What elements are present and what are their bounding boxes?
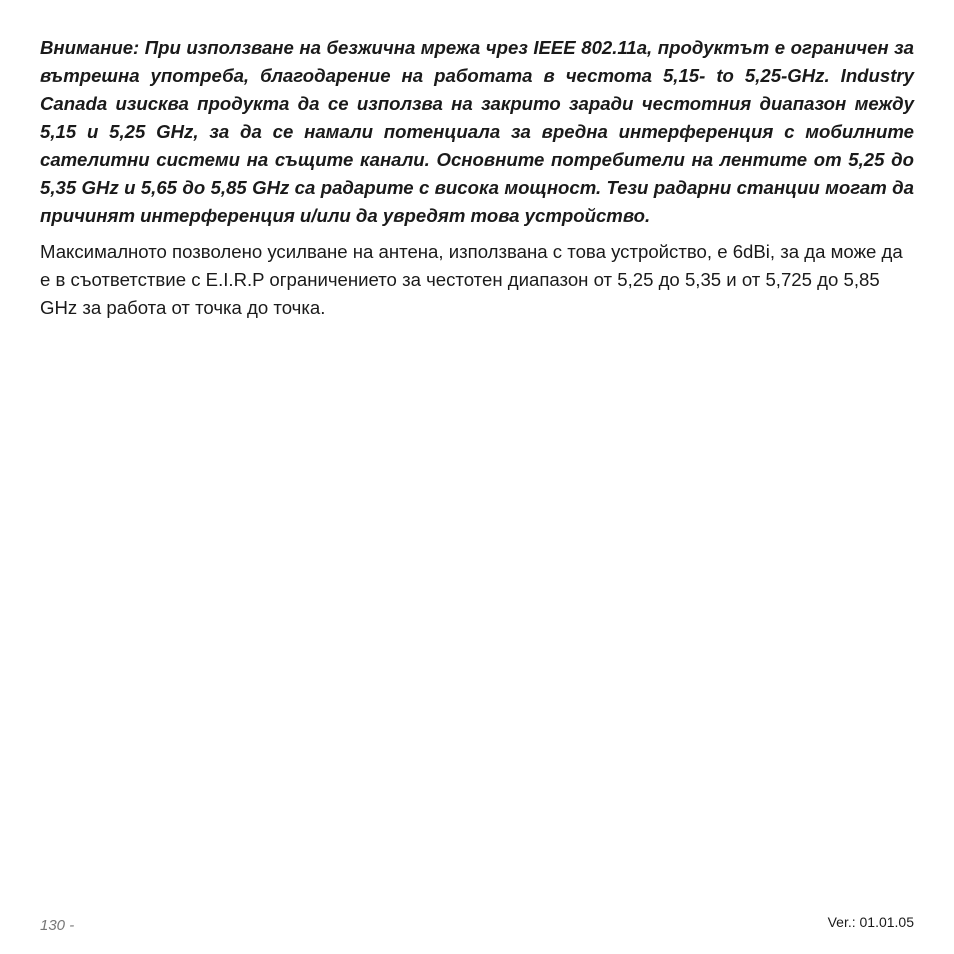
page-content [40,34,914,322]
antenna-gain-paragraph: Максималното позволено усилване на антена, използвана с това устройство, е 6dBi, за да може да е в съответствие с E.I.R.P ограничението за честотен диапазон от 5,25 до 5,35 и от 5,725 до 5,85 GHz за работа от точка до точка. [40,241,903,318]
warning-paragraph: Внимание: При използване на безжична мрежа чрез IEEE 802.11a, продуктът е ограничен за вътрешна употреба, благодарение на работата в честота 5,15- to 5,25-GHz. Industry Canada изисква продукта да се използва на закрито заради честотния диапазон между 5,15 и 5,25 GHz, за да се намали потенциала за вредна интерференция с мобилните сателитни системи на същите канали. Основните потребители на лентите от 5,25 до 5,35 GHz и 5,65 до 5,85 GHz са радарите с висока мощност. Тези радарни станции могат да причинят интерференция и/или да увредят това устройство. [40,37,914,226]
version-label: Ver.: 01.01.05 [827,914,914,930]
page-number: 130 - [40,917,75,934]
